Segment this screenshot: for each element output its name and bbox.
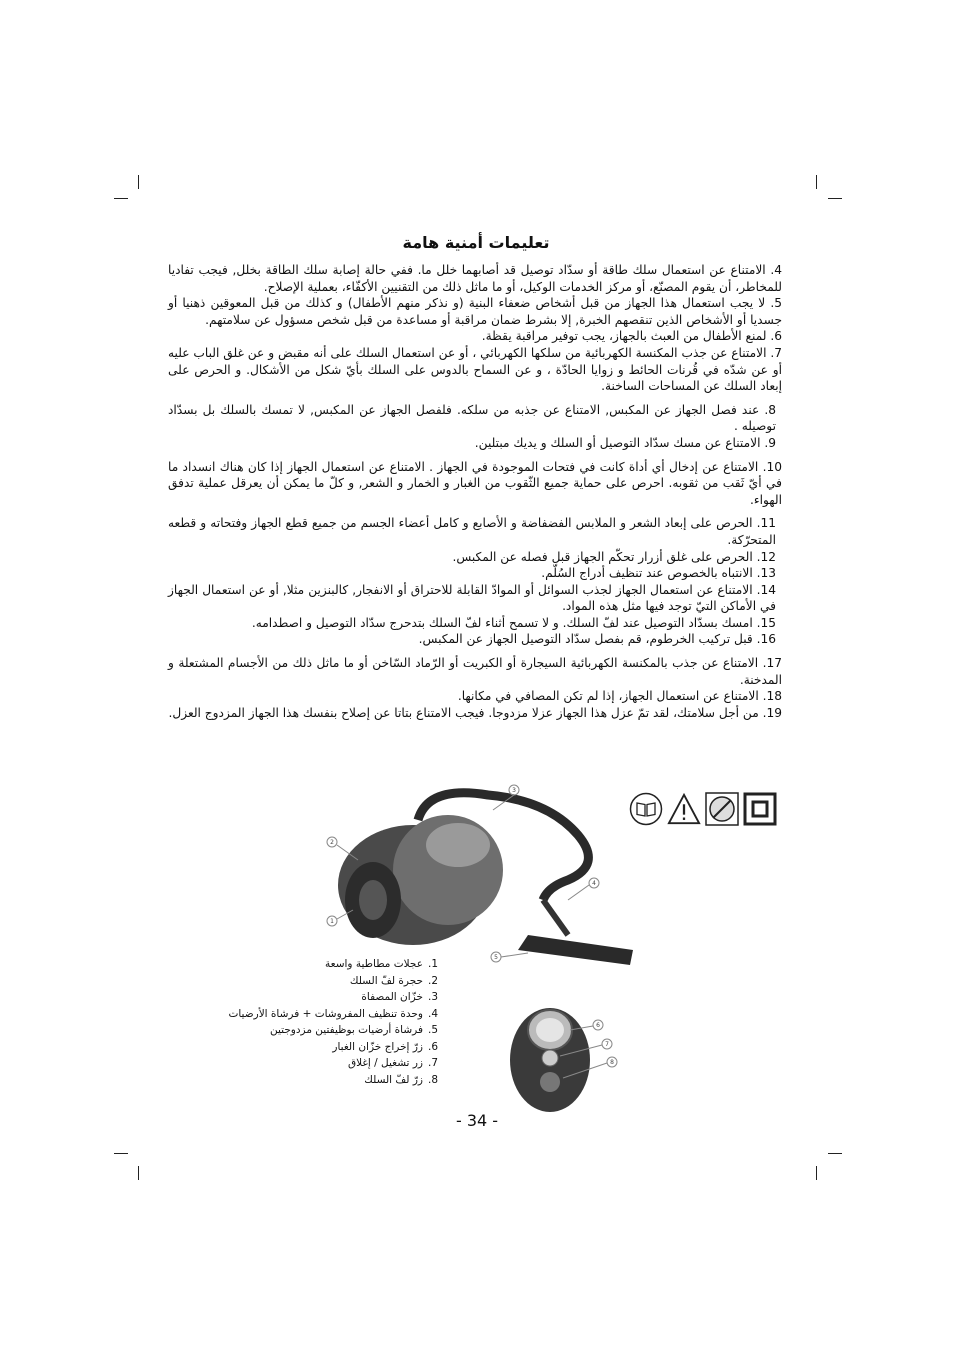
instruction-item: 6. لمنع الأطفال من العبث بالجهاز، يجب توفير مراقبة يقظة.	[481, 329, 782, 344]
parts-item: 5.فرشاة أرضيات بوظيفتين مزدوجتين	[269, 1024, 438, 1036]
double-insulation-icon	[743, 792, 777, 826]
instruction-item: 8. عند فصل الجهاز عن المكبس, الامتناع عن جذبه من سلكه. فلفصل الجهاز عن المكبس, لا تمسك بالسلك بل بسدّاد توصيله .	[168, 402, 776, 434]
callout-2: 2	[330, 839, 334, 846]
vacuum-cleaner-photo	[318, 775, 638, 970]
crop-mark	[816, 175, 817, 189]
safety-symbols	[629, 792, 777, 826]
callout-7: 7	[605, 1041, 609, 1048]
callout-4: 4	[592, 880, 596, 887]
page-number: - 34 -	[455, 1111, 499, 1130]
instruction-item: 18. الامتناع عن استعمال الجهاز، إذا لم تكن المصافي في مكانها.	[457, 689, 782, 704]
crop-mark	[138, 175, 139, 189]
crop-mark	[828, 1153, 842, 1154]
parts-item: 2.حجرة لفّ السلك	[349, 974, 438, 987]
instruction-item: 5. لا يجب استعمال هذا الجهاز من قبل أشخاص ضعفاء البنية (و نذكر منهم الأطفال) و كذلك من قبل المعوقين ذهنيا أو جسديا أو الأشخاص الذين تنقصهم الخبرة, إلا بشرط ضمان مراقبة أو مساعدة من قبل شخص مسؤول عن سلامتهم.	[168, 296, 782, 327]
crop-mark	[828, 198, 842, 199]
callout-5: 5	[494, 954, 498, 961]
parts-item: 6.زرّ إخراج خزّان الغبار	[332, 1040, 438, 1053]
instruction-item: 16. قبل تركيب الخرطوم، قم بفصل سدّاد التوصيل الجهاز عن المكبس.	[418, 632, 776, 647]
crop-mark	[816, 1166, 817, 1180]
instruction-item: 9. الامتناع عن مسك سدّاد التوصيل أو السلك و يديك مبتلين.	[474, 435, 776, 450]
instruction-item: 7. الامتناع عن جذب المكنسة الكهربائية من سلكها الكهربائي ، أو عن استعمال السلك على أنه مقبض و عن غلق الباب عليه أو عن شدّه في قُرنات الحائط و زوايا الحادّة ، و عن السماح بالدوس على السلك بأيّ شكل من الأشكال. و الحرص على إبعاد السلك عن المساحات الساخنة.	[168, 345, 783, 394]
instruction-item: 4. الامتناع عن استعمال سلك طاقة أو سدّاد توصيل قد أصابهما خلل ما. ففي حالة إصابة سلك الطاقة بخلل, فيجب تفاديا للمخاطر، أن يقوم المصنّع، أو مركز الخدمات الوكيل، أو ما ماثل ذلك من التقنيين الأكفّاء، بعملية الإصلاح.	[168, 263, 782, 294]
parts-item: 7.زر تشغيل / إغلاق	[347, 1057, 438, 1069]
instruction-item: 12. الحرص على غلق أزرار تحكّم الجهاز قبل فصله عن المكبس.	[452, 549, 776, 564]
instruction-item: 17. الامتناع عن جذب بالمكنسة الكهربائية السيجارة أو الكبريت أو الرّماد السّاخن أو ما ماثل ذلك من الأجسام المشتعلة و المدخنة.	[168, 656, 782, 687]
warning-icon	[667, 792, 701, 826]
crop-mark	[114, 198, 128, 199]
callout-3: 3	[512, 787, 516, 794]
parts-item: 8.زرّ لفّ السلك	[364, 1073, 438, 1086]
crop-mark	[114, 1153, 128, 1154]
callout-8: 8	[610, 1059, 614, 1066]
instruction-item: 14. الامتناع عن استعمال الجهاز لجذب السوائل أو الموادّ القابلة للاحتراق أو الانفجار, كالبنزين مثلا, أو عن استعمال الجهاز في الأماكن التيّ توجد فيها مثل هذه المواد.	[168, 582, 777, 614]
instruction-item: 13. الانتباه بالخصوص عند تنظيف أدراج السُلّم.	[541, 566, 776, 581]
instruction-item: 19. من أجل سلامتك، لقد تمّ عزل هذا الجهاز عزلا مزدوجا. فيجب الامتناع بتاتا عن إصلاح بنفسك هذا الجهاز المزدوج العزل.	[168, 705, 782, 720]
parts-item: 4.وحدة تنظيف المفروشات + فرشاة الأرضيات	[228, 1007, 438, 1020]
instruction-item: 11. الحرص على إبعاد الشعر و الملابس الفضفاضة و الأصابع و كامل أعضاء الجسم من جميع قطع الجهاز وفتحاته و قطعه المتحرّكة.	[168, 516, 776, 547]
parts-item: 3.خزّان المصفاة	[361, 991, 438, 1003]
parts-item: 1.عجلات مطاطية واسعة	[325, 958, 438, 970]
crop-mark	[138, 1166, 139, 1180]
no-household-waste-icon	[705, 792, 739, 826]
instructions-list	[168, 262, 782, 721]
callout-6: 6	[596, 1022, 600, 1029]
callout-1: 1	[330, 918, 334, 925]
instruction-item: 10. الامتناع عن إدخال أي أداة كانت في فتحات الموجودة في الجهاز . الامتناع عن استعمال الجهاز إذا كان هناك انسداد ما في أيّ ثَقب من ثقوبه. احرص على حماية جميع الثّقوب من الغبار و الخمار و الشعر, و كلّ ما يمكن أن يعرقل عملية تدفق الهواء.	[168, 459, 782, 507]
page-title: تعليمات أمنية هامة	[402, 233, 550, 252]
vacuum-detail-photo	[505, 990, 623, 1114]
instruction-item: 15. امسك بسدّاد التوصيل عند لفّ السلك. و لا تسمح أثناء لفّ السلك بتدحرج سدّاد التوصيل و اصطدامه.	[251, 615, 776, 630]
parts-legend	[220, 956, 438, 1088]
